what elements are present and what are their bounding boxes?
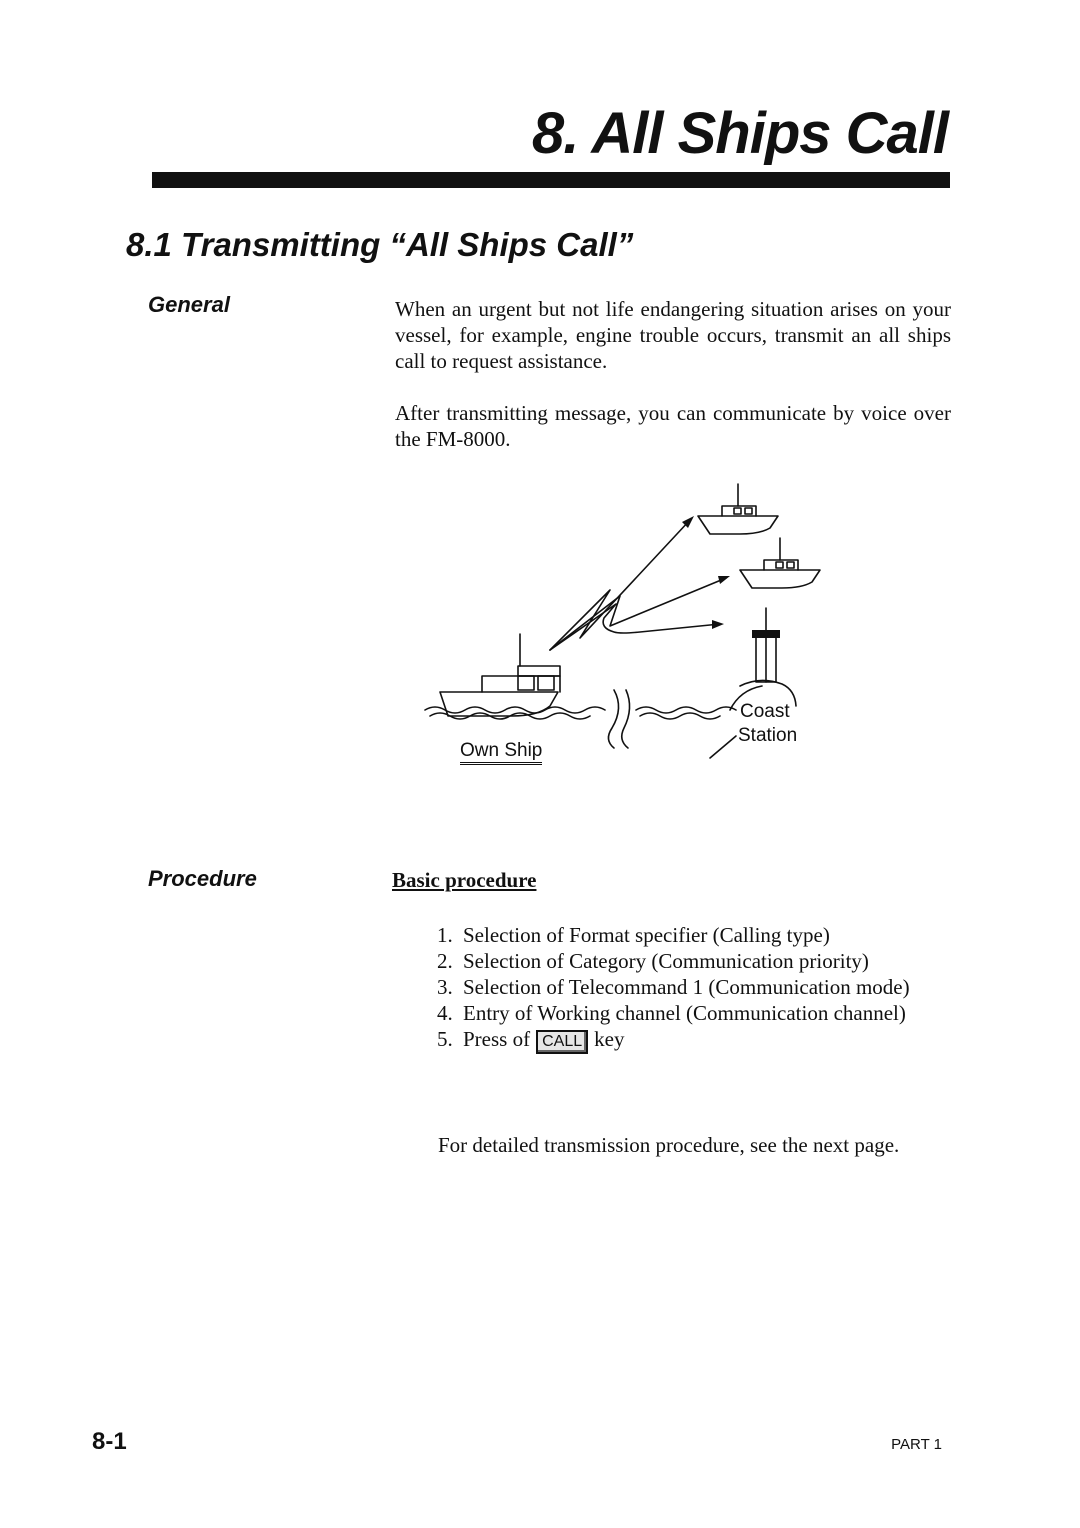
title-rule: [152, 172, 950, 188]
own-ship-icon: [440, 634, 560, 716]
procedure-step: [437, 1000, 945, 1026]
step-text: Entry of Working channel (Communication channel): [463, 1001, 906, 1025]
step-text: Selection of Telecommand 1 (Communication mode): [463, 975, 910, 999]
general-heading: General: [148, 292, 230, 317]
coast-label: Coast: [740, 701, 790, 722]
chapter-title: 8. All Ships Call: [532, 101, 948, 166]
all-ships-call-diagram: [400, 478, 840, 778]
procedure-step: [437, 922, 945, 948]
general-paragraph-1: When an urgent but not life endangering situation arises on your vessel, for example, engine trouble occurs, transmit an all ships call to request assistance.: [395, 297, 951, 373]
step-text: Press of: [463, 1027, 531, 1051]
coast-station-tower-icon: [730, 608, 796, 710]
step-text: Selection of Format specifier (Calling type): [463, 923, 830, 947]
procedure-step: [437, 1026, 945, 1054]
step-number: 3.: [437, 975, 453, 999]
step-number: 4.: [437, 1001, 453, 1025]
call-key: CALL: [536, 1030, 588, 1054]
radio-signal-paths: [550, 520, 726, 650]
ship-icon-far-middle: [740, 538, 820, 588]
basic-procedure-heading: Basic procedure: [392, 868, 537, 892]
procedure-steps: [437, 922, 945, 1054]
procedure-heading: Procedure: [148, 866, 257, 891]
station-label: Station: [738, 725, 798, 746]
ship-icon-far-top: [698, 484, 778, 534]
own-ship-label: Own Ship: [460, 740, 542, 765]
page-number: 8-1: [92, 1428, 127, 1455]
general-paragraph-2: After transmitting message, you can communicate by voice over the FM-8000.: [395, 401, 951, 451]
part-label: PART 1: [891, 1436, 942, 1453]
step-number: 1.: [437, 923, 453, 947]
section-title: 8.1 Transmitting “All Ships Call”: [126, 226, 634, 263]
procedure-step: [437, 974, 945, 1000]
procedure-step: [437, 948, 945, 974]
procedure-note: For detailed transmission procedure, see the next page.: [438, 1133, 900, 1157]
step-number: 5.: [437, 1027, 453, 1051]
step-text: Selection of Category (Communication priority): [463, 949, 869, 973]
step-text-suffix: key: [594, 1027, 625, 1051]
step-number: 2.: [437, 949, 453, 973]
